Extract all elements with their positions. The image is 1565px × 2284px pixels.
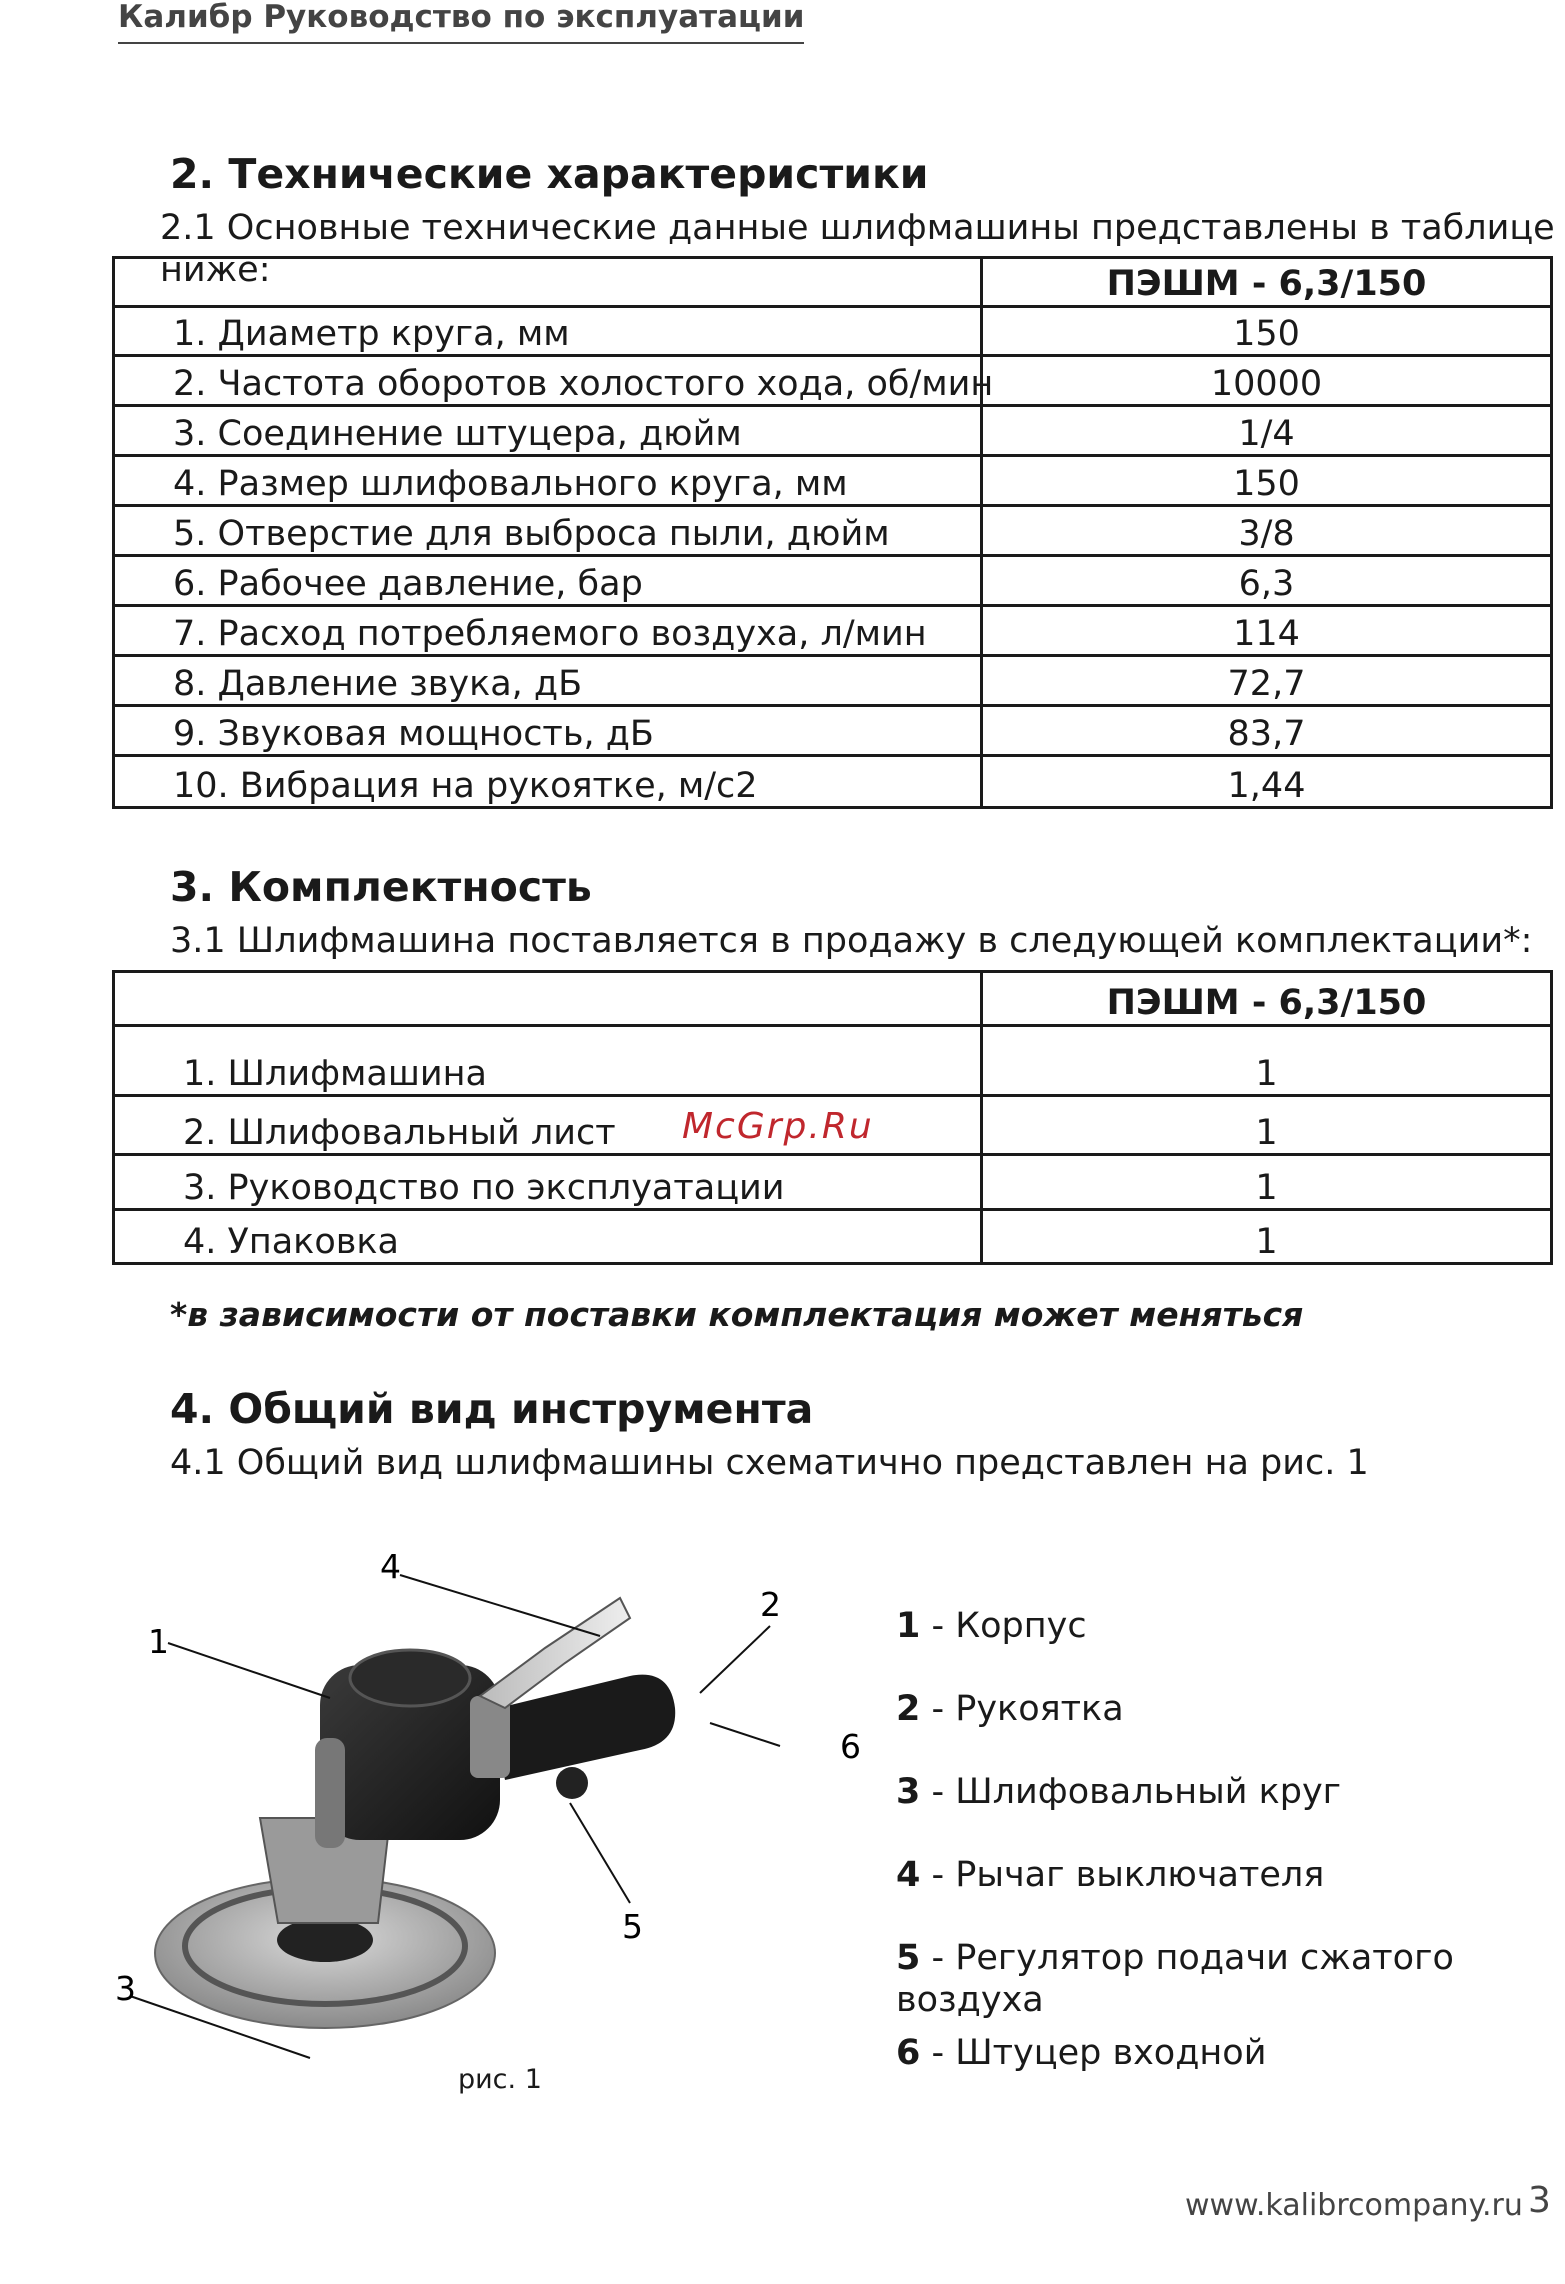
spec-label: 1. Диаметр круга, мм (114, 307, 982, 356)
table-row (114, 1210, 1552, 1264)
legend-item (896, 1688, 1124, 1730)
legend-item (896, 1771, 1341, 1813)
legend-number: 6 (896, 2033, 921, 2073)
legend-item (896, 1605, 1087, 1647)
section-3-intro: 3.1 Шлифмашина поставляется в продажу в следующей комплектации*: (170, 921, 1533, 961)
table-row (114, 307, 1552, 356)
spec-value: 6,3 (982, 556, 1552, 606)
callout-4: 4 (380, 1547, 401, 1586)
legend-item (896, 1854, 1324, 1896)
kit-item-qty: 1 (982, 1210, 1552, 1264)
section-3-heading: 3. Комплектность (170, 863, 592, 911)
footer-url: www.kalibrcompany.ru (1185, 2188, 1523, 2223)
legend-number: 2 (896, 1689, 921, 1729)
watermark: McGrp.Ru (682, 1106, 874, 1147)
legend-text: - Регулятор подачи сжатого воздуха (896, 1938, 1454, 2020)
spec-value: 150 (982, 456, 1552, 506)
spec-label: 9. Звуковая мощность, дБ (114, 706, 982, 756)
spec-label: 8. Давление звука, дБ (114, 656, 982, 706)
kit-item-label: 2. Шлифовальный лист (114, 1096, 982, 1155)
legend-number: 4 (896, 1855, 921, 1895)
spec-label: 7. Расход потребляемого воздуха, л/мин (114, 606, 982, 656)
kit-item-qty: 1 (982, 1026, 1552, 1096)
legend-text: - Корпус (920, 1606, 1087, 1646)
spec-label: 3. Соединение штуцера, дюйм (114, 406, 982, 456)
kit-item-label: 4. Упаковка (114, 1210, 982, 1264)
kit-table-model-header: ПЭШМ - 6,3/150 (982, 972, 1552, 1026)
legend-number: 5 (896, 1938, 921, 1978)
callout-6: 6 (840, 1727, 861, 1766)
callout-2: 2 (760, 1585, 781, 1624)
running-header: Калибр Руководство по эксплуатации (118, 0, 804, 44)
specs-table (112, 256, 1553, 809)
spec-value: 114 (982, 606, 1552, 656)
legend-number: 3 (896, 1772, 921, 1812)
table-row (114, 506, 1552, 556)
kit-footnote: *в зависимости от поставки комплектация может меняться (170, 1295, 1304, 1334)
legend-text: - Шлифовальный круг (920, 1772, 1342, 1812)
spec-value: 3/8 (982, 506, 1552, 556)
table-row (114, 456, 1552, 506)
spec-value: 1/4 (982, 406, 1552, 456)
callout-1: 1 (148, 1622, 169, 1661)
spec-value: 150 (982, 307, 1552, 356)
table-row (114, 1155, 1552, 1210)
table-row (114, 756, 1552, 808)
section-2-intro: 2.1 Основные технические данные шлифмашины представлены в таблице ниже: (160, 208, 1555, 290)
specs-table-header-row (114, 258, 1552, 307)
kit-item-label: 3. Руководство по эксплуатации (114, 1155, 982, 1210)
kit-item-qty: 1 (982, 1096, 1552, 1155)
table-row (114, 656, 1552, 706)
sander-illustration (110, 1518, 861, 2058)
spec-value: 1,44 (982, 756, 1552, 808)
table-row (114, 606, 1552, 656)
legend-text: - Рукоятка (920, 1689, 1124, 1729)
legend-number: 1 (896, 1606, 921, 1646)
section-4-intro: 4.1 Общий вид шлифмашины схематично представлен на рис. 1 (170, 1443, 1369, 1483)
legend-text: - Рычаг выключателя (920, 1855, 1325, 1895)
table-row (114, 556, 1552, 606)
spec-value: 83,7 (982, 706, 1552, 756)
kit-table-empty-header (114, 972, 982, 1026)
legend-item (896, 1937, 1565, 2021)
page-number: 3 (1528, 2180, 1551, 2221)
legend-text: - Штуцер входной (920, 2033, 1267, 2073)
spec-label: 10. Вибрация на рукоятке, м/с2 (114, 756, 982, 808)
table-row (114, 1026, 1552, 1096)
callout-5: 5 (622, 1907, 643, 1946)
table-row (114, 356, 1552, 406)
kit-table-header-row (114, 972, 1552, 1026)
table-row (114, 406, 1552, 456)
spec-label: 4. Размер шлифовального круга, мм (114, 456, 982, 506)
air-regulator-knob (556, 1767, 588, 1799)
spec-label: 6. Рабочее давление, бар (114, 556, 982, 606)
kit-item-label: 1. Шлифмашина (114, 1026, 982, 1096)
section-4-heading: 4. Общий вид инструмента (170, 1385, 814, 1433)
spec-label: 5. Отверстие для выброса пыли, дюйм (114, 506, 982, 556)
specs-table-model-header: ПЭШМ - 6,3/150 (982, 258, 1552, 307)
kit-item-qty: 1 (982, 1155, 1552, 1210)
legend-item (896, 2032, 1266, 2074)
figure-caption: рис. 1 (458, 2064, 542, 2095)
callout-3: 3 (115, 1969, 136, 2008)
spec-label: 2. Частота оборотов холостого хода, об/мин (114, 356, 982, 406)
specs-table-empty-header (114, 258, 982, 307)
section-2-heading: 2. Технические характеристики (170, 150, 929, 198)
spec-value: 10000 (982, 356, 1552, 406)
spec-value: 72,7 (982, 656, 1552, 706)
table-row (114, 706, 1552, 756)
